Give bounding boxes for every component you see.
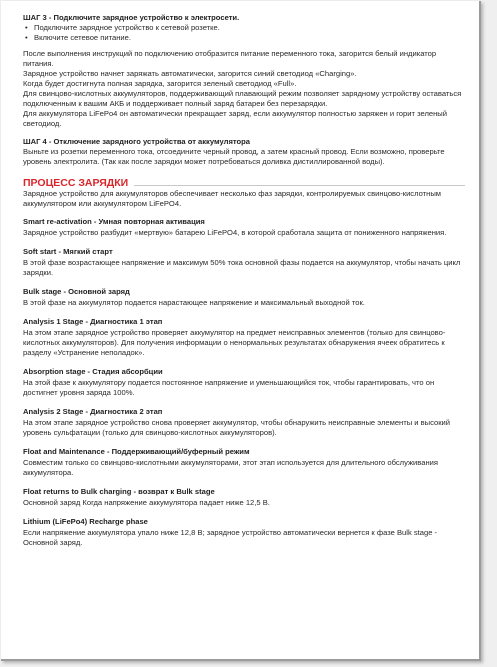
document-page: [1, 1, 481, 661]
stage-heading: Lithium (LiFePo4) Recharge phase: [23, 517, 148, 526]
stage-block: [23, 367, 465, 398]
stage-text: Совместим только со свинцово-кислотными аккумуляторами, этот этап используется для длительного обслуживания аккумулятора.: [23, 458, 439, 477]
stage-text: Основной заряд Когда напряжение аккумулятора падает ниже 12,5 В.: [23, 498, 270, 507]
stage-text: Зарядное устройство разбудит «мертвую» батарею LiFePO4, в которой сработала защита от пониженного напряжения.: [23, 228, 447, 237]
section-title-rule: [134, 185, 465, 186]
stage-block: [23, 487, 465, 508]
stage-heading: Analysis 1 Stage - Диагностика 1 этап: [23, 317, 163, 326]
stage-text: Если напряжение аккумулятора упало ниже 12,8 В; зарядное устройство автоматически вернется к фазе Bulk stage - Основной заряд.: [23, 528, 438, 547]
stage-heading: Smart re-activation - Умная повторная активация: [23, 217, 205, 226]
stage-text: На этом этапе зарядное устройство проверяет аккумулятор на предмет неисправных элементов (только для свинцово-кислотных аккумуляторов). Для получения информации о ненормальных результатах обнаружения ячеек обратитесь к разделу «Устранение неполадок».: [23, 328, 446, 357]
stage-text: На этой фазе к аккумулятору подается постоянное напряжение и уменьшающийся ток, чтобы гарантировать, что он достигнет уровня заряда 100%.: [23, 378, 435, 397]
stage-text: В этой фазе возрастающее напряжение и максимум 50% тока основной фазы подается на аккумулятор, чтобы начать цикл зарядки.: [23, 258, 461, 277]
step3-bullet: • Подключите зарядное устройство к сетевой розетке.: [34, 23, 465, 33]
step3-paragraph: Зарядное устройство начнет заряжать автоматически, загорится синий светодиод «Charging».: [23, 69, 357, 78]
step3-bullet: • Включите сетевое питание.: [34, 33, 465, 43]
step3-paragraph: После выполнения инструкций по подключению отобразится питание переменного тока, загорится белый индикатор питания.: [23, 49, 437, 68]
step3-paragraph: Для аккумулятора LiFePo4 он автоматически прекращает заряд, если аккумулятор полностью заряжен и горит зеленый светодиод.: [23, 109, 448, 128]
stage-heading: Soft start - Мягкий старт: [23, 247, 113, 256]
stage-heading: Absorption stage - Стадия абсорбции: [23, 367, 163, 376]
stage-heading: Bulk stage - Основной заряд: [23, 287, 130, 296]
stage-block: [23, 517, 465, 548]
stage-block: [23, 407, 465, 438]
stage-text: На этом этапе зарядное устройство снова проверяет аккумулятор, чтобы обнаружить неисправные элементы и высокий уровень сульфатации (только для свинцово-кислотных аккумуляторов).: [23, 418, 451, 437]
step3-paragraph: Когда будет достигнута полная зарядка, загорится зеленый светодиод «Full».: [23, 79, 297, 88]
stage-block: [23, 217, 465, 238]
stage-text: В этой фазе на аккумулятор подается нарастающее напряжение и максимальный выходной ток.: [23, 298, 365, 307]
stage-block: [23, 247, 465, 278]
stage-block: [23, 317, 465, 358]
section-title-charging-process: [23, 177, 465, 189]
section-title-text: ПРОЦЕСС ЗАРЯДКИ: [23, 177, 129, 189]
stage-block: [23, 287, 465, 308]
stage-block: [23, 447, 465, 478]
stage-heading: Float and Maintenance - Поддерживающий/буферный режим: [23, 447, 250, 456]
step3-paragraph: Для свинцово-кислотных аккумуляторов, поддерживающий плавающий режим позволяет зарядному устройству оставаться подключенным к вашим АКБ и поддерживает полный заряд батареи без перезарядки.: [23, 89, 462, 108]
stage-heading: Analysis 2 Stage - Диагностика 2 этап: [23, 407, 163, 416]
section-intro: Зарядное устройство для аккумуляторов обеспечивает несколько фаз зарядки, контролируемых свинцово-кислотным аккумулятором или аккумулятором LiFePO4.: [23, 189, 442, 208]
step3-heading: ШАГ 3 - Подключите зарядное устройство к электросети.: [23, 13, 240, 22]
step4-text: Выньте из розетки переменного тока, отсоедините черный провод, а затем красный провод. Если возможно, проверьте уровень электролита. (Так как после зарядки может потребоваться доливка дистиллированной воды).: [23, 147, 445, 166]
stage-heading: Float returns to Bulk charging - возврат к Bulk stage: [23, 487, 215, 496]
step4-heading: ШАГ 4 - Отключение зарядного устройства от аккумулятора: [23, 137, 250, 146]
step3-bullet-list: [23, 23, 465, 43]
